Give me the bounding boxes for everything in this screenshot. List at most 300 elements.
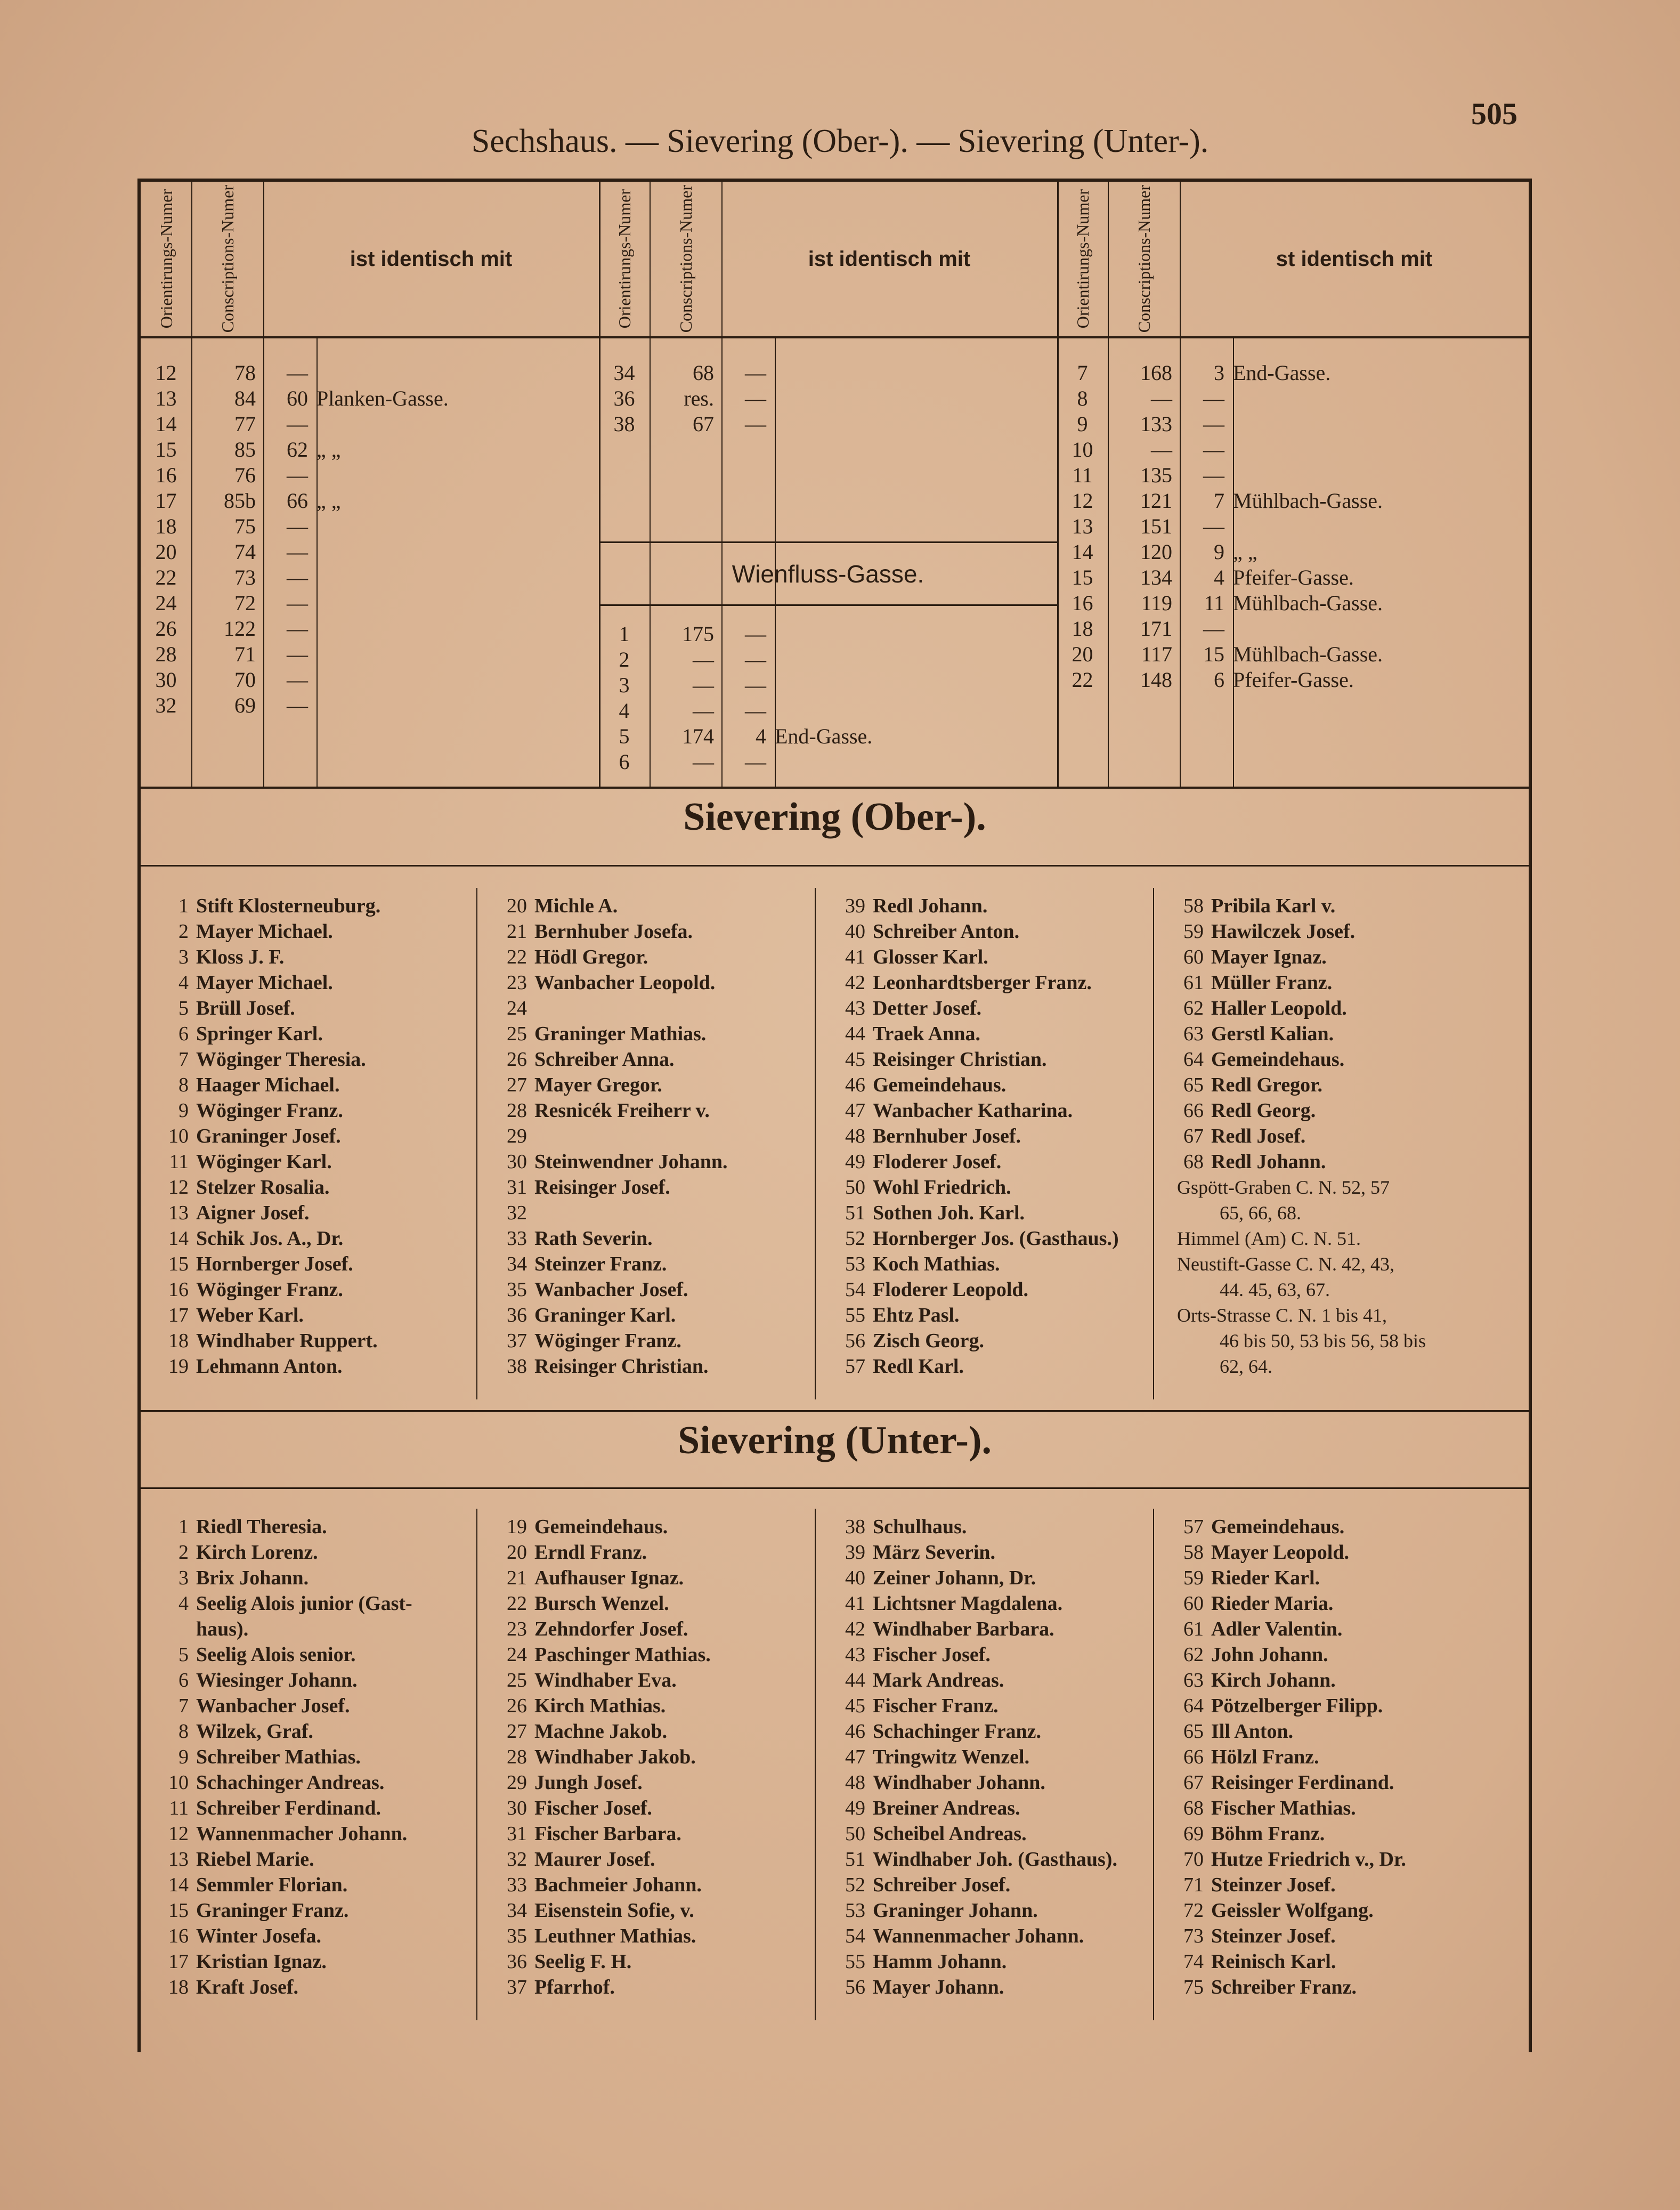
table-row (141, 463, 599, 488)
entry-number: 42 (845, 972, 865, 994)
table-row (1057, 386, 1529, 411)
table-row (1057, 488, 1529, 514)
entry-number: 30 (507, 1151, 527, 1173)
entry-name: Scheibel Andreas. (873, 1823, 1027, 1845)
entry-number: 19 (507, 1516, 527, 1538)
header-orientation-text: Orientirungs-Numer (1073, 189, 1092, 329)
entry-number: 33 (507, 1874, 527, 1896)
entry-name: Wohl Friedrich. (873, 1176, 1011, 1199)
ober-entry (151, 1072, 380, 1098)
ober-entry (1166, 1021, 1355, 1047)
entry-number: 26 (507, 1695, 527, 1717)
entry-name: Wanbacher Leopold. (534, 972, 716, 994)
ober-entry (490, 1175, 728, 1200)
unter-entry (151, 1514, 412, 1540)
table-row (1057, 667, 1529, 693)
entry-number: 43 (845, 1644, 865, 1666)
entry-name: Redl Johann. (1211, 1151, 1326, 1173)
entry-name: Rath Severin. (534, 1227, 653, 1250)
table-row (141, 488, 599, 514)
orientation-number: 2 (619, 647, 630, 671)
ober-entry (1166, 893, 1355, 919)
entry-name: Reinisch Karl. (1211, 1950, 1336, 1973)
conscription-number: 68 (693, 361, 714, 385)
orientation-number: 38 (613, 412, 635, 436)
unter-column (1166, 1514, 1406, 2000)
table-block-3 (1057, 182, 1529, 787)
unter-entry (1166, 1667, 1406, 1693)
entry-number: 13 (168, 1202, 189, 1224)
entry-name: Traek Anna. (873, 1023, 981, 1045)
header-identical: st identisch mit (1276, 247, 1433, 271)
entry-number: 32 (507, 1202, 527, 1224)
ober-entry (490, 1200, 728, 1226)
identical-number: — (1203, 514, 1224, 538)
unter-entry (1166, 1872, 1406, 1898)
entry-number: 22 (507, 1592, 527, 1615)
ober-entry (828, 1302, 1119, 1328)
unter-entry (490, 1872, 711, 1898)
entry-name: Mayer Michael. (196, 972, 333, 994)
entry-name: Bernhuber Josefa. (534, 920, 693, 943)
orientation-number: 36 (613, 386, 635, 410)
entry-name: Windhaber Eva. (534, 1669, 677, 1691)
unter-entry (1166, 1770, 1406, 1795)
identical-number: 66 (287, 489, 308, 513)
ober-entry (151, 1354, 380, 1379)
entry-number: 59 (1183, 1567, 1204, 1589)
ober-entry (828, 893, 1119, 919)
column-rule (815, 1509, 816, 2020)
table-row (141, 616, 599, 642)
unter-entry (828, 1847, 1117, 1872)
entry-name: Schreiber Ferdinand. (196, 1797, 381, 1819)
identical-street: End-Gasse. (1233, 361, 1331, 385)
ober-entry (1166, 995, 1355, 1021)
entry-number: 69 (1183, 1823, 1204, 1845)
entry-number: 21 (507, 1567, 527, 1589)
orientation-number: 11 (1072, 463, 1093, 487)
header-orientation-text: Orientirungs-Numer (614, 189, 634, 329)
entry-name: Redl Georg. (1211, 1099, 1316, 1122)
unter-entry (1166, 1795, 1406, 1821)
unter-entry (1166, 1719, 1406, 1744)
ober-entry (1166, 1149, 1355, 1175)
entry-number: 59 (1183, 920, 1204, 943)
identical-street: Pfeifer-Gasse. (1233, 668, 1354, 692)
conscription-number: 78 (234, 361, 256, 385)
entry-name: John Johann. (1211, 1644, 1328, 1666)
entry-number: 64 (1183, 1695, 1204, 1717)
orientation-number: 14 (1072, 540, 1093, 564)
conscription-number: — (693, 647, 714, 671)
table-row (141, 514, 599, 539)
section-title-ober: Sievering (Ober-). (683, 795, 986, 839)
entry-number: 24 (507, 1644, 527, 1666)
entry-name: Bernhuber Josef. (873, 1125, 1021, 1147)
ober-entry (828, 1149, 1119, 1175)
entry-number: 2 (178, 920, 189, 943)
entry-name: Michle A. (534, 895, 618, 917)
entry-number: 18 (168, 1976, 189, 1998)
entry-number: 62 (1183, 997, 1204, 1019)
table-row (1057, 437, 1529, 463)
entry-name: Graninger Johann. (873, 1899, 1038, 1922)
entry-number: 9 (178, 1746, 189, 1768)
entry-name: Ill Anton. (1211, 1720, 1294, 1743)
entry-number: 29 (507, 1125, 527, 1147)
entry-name: Schachinger Franz. (873, 1720, 1041, 1743)
entry-name: Springer Karl. (196, 1023, 323, 1045)
entry-number: 47 (845, 1099, 865, 1122)
entry-name: Detter Josef. (873, 997, 981, 1019)
entry-name: Machne Jakob. (534, 1720, 668, 1743)
table-row (1057, 616, 1529, 642)
identical-number: — (1203, 617, 1224, 641)
ober-entry (151, 1226, 380, 1251)
entry-number: 44 (845, 1669, 865, 1691)
ober-entry (828, 1047, 1119, 1072)
entry-name: Gemeindehaus. (1211, 1048, 1345, 1071)
orientation-number: 22 (155, 565, 177, 589)
entry-number: 23 (507, 972, 527, 994)
orientation-number: 34 (613, 361, 635, 385)
page-number: 505 (1471, 96, 1517, 131)
identical-street: Mühlbach-Gasse. (1233, 642, 1383, 666)
entry-name: Rieder Karl. (1211, 1567, 1320, 1589)
entry-number: 31 (507, 1176, 527, 1199)
orientation-number: 30 (155, 668, 177, 692)
table-row (141, 642, 599, 667)
unter-entry (151, 1565, 412, 1591)
entry-number: 52 (845, 1227, 865, 1250)
ober-entry (828, 970, 1119, 995)
identical-street: End-Gasse. (775, 724, 873, 748)
identical-number: — (287, 361, 308, 385)
entry-name: Zehndorfer Josef. (534, 1618, 688, 1640)
entry-name: Haller Leopold. (1211, 997, 1347, 1019)
identical-number: 9 (1214, 540, 1224, 564)
table-row (1057, 411, 1529, 437)
identical-number: — (1203, 463, 1224, 487)
conscription-number: 175 (682, 622, 714, 646)
unter-entry (1166, 1744, 1406, 1770)
entry-name: Leuthner Mathias. (534, 1925, 696, 1947)
entry-name: Winter Josefa. (196, 1925, 322, 1947)
entry-name: Stelzer Rosalia. (196, 1176, 330, 1199)
unter-entry (828, 1693, 1117, 1719)
entry-number: 12 (168, 1823, 189, 1845)
conscription-number: 168 (1140, 361, 1172, 385)
unter-entry (828, 1795, 1117, 1821)
entry-name: Kirch Lorenz. (196, 1541, 318, 1564)
entry-name: Wöginger Franz. (196, 1099, 343, 1122)
entry-name: Pribila Karl v. (1211, 895, 1336, 917)
entry-name: Steinwendner Johann. (534, 1151, 728, 1173)
conscription-number: — (693, 699, 714, 723)
column-rule (476, 888, 477, 1399)
table-row (599, 360, 1057, 386)
entry-number: 61 (1183, 972, 1204, 994)
ober-note: Himmel (Am) C. N. 51. (1177, 1228, 1361, 1249)
ober-entry (828, 944, 1119, 970)
unter-entry (151, 1795, 412, 1821)
section-rule (141, 1487, 1529, 1489)
orientation-number: 8 (1077, 386, 1088, 410)
identical-number: — (287, 565, 308, 589)
orientation-number: 9 (1077, 412, 1088, 436)
entry-name: Brüll Josef. (196, 997, 295, 1019)
entry-number: 28 (507, 1746, 527, 1768)
unter-entry (828, 1616, 1117, 1642)
entry-number: 40 (845, 920, 865, 943)
identical-number: — (1203, 412, 1224, 436)
orientation-number: 28 (155, 642, 177, 666)
orientation-number: 14 (155, 412, 177, 436)
ober-entry (490, 919, 728, 944)
entry-name: Fischer Josef. (534, 1797, 652, 1819)
ober-entry (1166, 1047, 1355, 1072)
entry-name: Redl Josef. (1211, 1125, 1306, 1147)
identical-number: — (287, 617, 308, 641)
header-identical: ist identisch mit (808, 247, 971, 271)
unter-entry (151, 1744, 412, 1770)
ober-entry (151, 1200, 380, 1226)
entry-number: 3 (178, 946, 189, 968)
conscription-number: 120 (1140, 540, 1172, 564)
entry-name: Koch Mathias. (873, 1253, 1000, 1275)
orientation-number: 16 (1072, 591, 1093, 615)
entry-name: Redl Karl. (873, 1355, 964, 1378)
identical-number: — (287, 514, 308, 538)
unter-entry (151, 1591, 412, 1616)
conscription-number: 133 (1140, 412, 1172, 436)
ober-entry (151, 1251, 380, 1277)
orientation-number: 13 (1072, 514, 1093, 538)
entry-number: 64 (1183, 1048, 1204, 1071)
unter-entry (490, 1898, 711, 1923)
table-row (1057, 590, 1529, 616)
entry-name: Aufhauser Ignaz. (534, 1567, 684, 1589)
ober-entry (1166, 1072, 1355, 1098)
ober-entry (828, 1123, 1119, 1149)
unter-entry (490, 1949, 711, 1974)
unter-entry (151, 1616, 412, 1642)
entry-number: 68 (1183, 1797, 1204, 1819)
ober-entry (490, 944, 728, 970)
entry-name: Stift Klosterneuburg. (196, 895, 381, 917)
entry-name: Riedl Theresia. (196, 1516, 327, 1538)
entry-number: 25 (507, 1023, 527, 1045)
unter-entry (151, 1719, 412, 1744)
entry-number: 48 (845, 1125, 865, 1147)
header-conscription-text: Conscriptions-Numer (676, 185, 695, 333)
entry-name: Reisinger Josef. (534, 1176, 670, 1199)
entry-number: 47 (845, 1746, 865, 1768)
entry-number: 29 (507, 1771, 527, 1794)
identical-number: 15 (1203, 642, 1224, 666)
entry-number: 50 (845, 1823, 865, 1845)
conscription-number: 148 (1140, 668, 1172, 692)
unter-entry (151, 1821, 412, 1847)
entry-number: 5 (178, 997, 189, 1019)
entry-name: Reisinger Ferdinand. (1211, 1771, 1394, 1794)
unter-entry (1166, 1847, 1406, 1872)
ober-note: 62, 64. (1220, 1356, 1272, 1377)
entry-number: 4 (178, 1592, 189, 1615)
table-row (1057, 514, 1529, 539)
entry-name: Mark Andreas. (873, 1669, 1004, 1691)
entry-number: 66 (1183, 1746, 1204, 1768)
ober-entry (828, 1354, 1119, 1379)
orientation-number: 24 (155, 591, 177, 615)
unter-entry (151, 1667, 412, 1693)
table-row (1057, 463, 1529, 488)
unter-entry (490, 1693, 711, 1719)
entry-name: Graninger Mathias. (534, 1023, 707, 1045)
identical-street: Pfeifer-Gasse. (1233, 565, 1354, 589)
entry-name: Reisinger Christian. (534, 1355, 709, 1378)
identical-number: — (745, 699, 766, 723)
entry-number: 50 (845, 1176, 865, 1199)
ober-entry (828, 1277, 1119, 1302)
entry-name: Graninger Karl. (534, 1304, 676, 1326)
ober-entry (490, 970, 728, 995)
entry-number: 45 (845, 1048, 865, 1071)
unter-entry (151, 1540, 412, 1565)
orientation-number: 5 (619, 724, 630, 748)
ober-entry (1166, 919, 1355, 944)
unter-entry (828, 1667, 1117, 1693)
unter-entry (1166, 1591, 1406, 1616)
ober-entry (490, 1098, 728, 1123)
orientation-number: 7 (1077, 361, 1088, 385)
table-row (599, 749, 1057, 775)
entry-name: Jungh Josef. (534, 1771, 643, 1794)
entry-name: Mayer Ignaz. (1211, 946, 1327, 968)
entry-name: Schachinger Andreas. (196, 1771, 385, 1794)
table-row (141, 411, 599, 437)
conscription-number: 135 (1140, 463, 1172, 487)
table-block-2 (599, 182, 1059, 787)
ober-entry (151, 1277, 380, 1302)
unter-entry (828, 1565, 1117, 1591)
entry-number: 6 (178, 1023, 189, 1045)
header-orientation (1057, 182, 1109, 336)
entry-number: 58 (1183, 1541, 1204, 1564)
conscription-number: 85 (234, 438, 256, 462)
entry-name: Weber Karl. (196, 1304, 304, 1326)
conscription-number: 73 (234, 565, 256, 589)
orientation-number: 15 (155, 438, 177, 462)
conscription-number: 77 (234, 412, 256, 436)
entry-name: Wanbacher Katharina. (873, 1099, 1073, 1122)
ober-column (490, 893, 728, 1379)
entry-name: Fischer Josef. (873, 1644, 991, 1666)
entry-name: Steinzer Josef. (1211, 1874, 1336, 1896)
orientation-number: 20 (155, 540, 177, 564)
entry-number: 14 (168, 1874, 189, 1896)
unter-entry (151, 1898, 412, 1923)
entry-number: 53 (845, 1899, 865, 1922)
identical-number: 60 (287, 386, 308, 410)
conscription-number: 174 (682, 724, 714, 748)
header-conscription (1108, 182, 1181, 336)
ober-entry (490, 1251, 728, 1277)
entry-number: 20 (507, 895, 527, 917)
conscription-number: 69 (234, 693, 256, 717)
identical-number: 11 (1204, 591, 1224, 615)
unter-entry (828, 1821, 1117, 1847)
table-row (599, 724, 1057, 749)
entry-number: 66 (1183, 1099, 1204, 1122)
unter-entry (1166, 1949, 1406, 1974)
entry-number: 4 (178, 972, 189, 994)
entry-number: 15 (168, 1253, 189, 1275)
entry-name: Resnicék Freiherr v. (534, 1099, 710, 1122)
entry-name: Bursch Wenzel. (534, 1592, 669, 1615)
entry-number: 38 (507, 1355, 527, 1378)
entry-name: Floderer Leopold. (873, 1278, 1029, 1301)
conscription-number: 84 (234, 386, 256, 410)
entry-number: 7 (178, 1048, 189, 1071)
entry-number: 53 (845, 1253, 865, 1275)
entry-name: Müller Franz. (1211, 972, 1333, 994)
orientation-number: 26 (155, 617, 177, 641)
identical-street: „ „ (316, 489, 341, 513)
entry-name: Kristian Ignaz. (196, 1950, 327, 1973)
entry-name: Semmler Florian. (196, 1874, 348, 1896)
running-head: Sechshaus. — Sievering (Ober-). — Sievering (Unter-). (471, 123, 1209, 159)
entry-number: 45 (845, 1695, 865, 1717)
entry-number: 56 (845, 1330, 865, 1352)
ober-entry (490, 1047, 728, 1072)
orientation-number: 12 (1072, 489, 1093, 513)
unter-entry (1166, 1923, 1406, 1949)
entry-name: Wöginger Franz. (196, 1278, 343, 1301)
ober-entry (151, 1149, 380, 1175)
unter-entry (490, 1719, 711, 1744)
entry-name: Riebel Marie. (196, 1848, 314, 1871)
entry-number: 60 (1183, 1592, 1204, 1615)
entry-number: 9 (178, 1099, 189, 1122)
table-row (1057, 360, 1529, 386)
table-row (599, 698, 1057, 724)
entry-number: 51 (845, 1202, 865, 1224)
conscription-number: 134 (1140, 565, 1172, 589)
entry-name: Seelig Alois junior (Gast- (196, 1592, 412, 1615)
entry-name: Wiesinger Johann. (196, 1669, 358, 1691)
identical-number: — (287, 693, 308, 717)
entry-name: Lehmann Anton. (196, 1355, 343, 1378)
entry-name: Hödl Gregor. (534, 946, 648, 968)
entry-number: 16 (168, 1278, 189, 1301)
entry-name: Gemeindehaus. (534, 1516, 668, 1538)
entry-number: 11 (169, 1151, 189, 1173)
entry-number: 3 (178, 1567, 189, 1589)
unter-entry (828, 1744, 1117, 1770)
ober-entry (151, 1302, 380, 1328)
ober-entry (828, 919, 1119, 944)
entry-number: 56 (845, 1976, 865, 1998)
entry-number: 26 (507, 1048, 527, 1071)
entry-number: 31 (507, 1823, 527, 1845)
conscription-number: — (1151, 438, 1172, 462)
section-title-unter: Sievering (Unter-). (677, 1419, 992, 1462)
entry-name: Rieder Maria. (1211, 1592, 1334, 1615)
ober-entry (828, 1200, 1119, 1226)
entry-number: 22 (507, 946, 527, 968)
